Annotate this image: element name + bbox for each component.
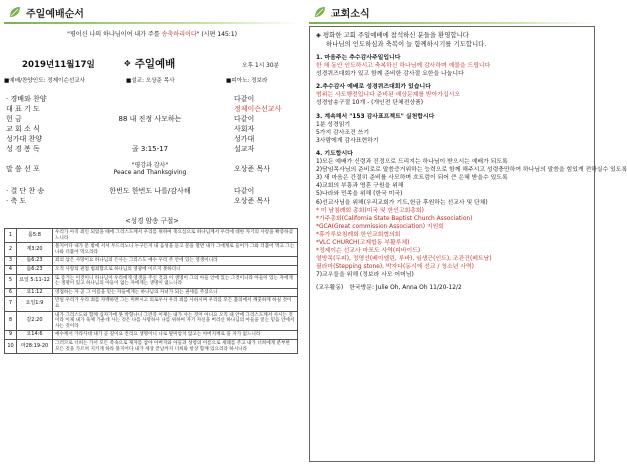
service-date: 2019년11월17일: [22, 60, 95, 70]
role-leader: ■예배/찬양인도: 정제이슨선교사: [4, 78, 86, 84]
order-leader: 오상준 목사: [234, 165, 271, 173]
memory-verse-row: [5, 243, 298, 257]
order-leader: 다같이: [234, 187, 255, 195]
order-detail: 골 3:15-17: [131, 145, 169, 153]
verse-reference: 요일 5:11-12: [17, 274, 53, 288]
news-line: 6)선교사님을 위해(우리교회가 기도,헌금 후원하는 선교사 및 단체): [316, 199, 488, 206]
welcome-line: ◈ 평화한 고회 주일예배에 참석하신 분들을 환영합니다: [316, 31, 469, 39]
news-line: 한 해 동안 인도하시고 축복하신 하나님께 감사하며 예물을 드립니다: [316, 63, 491, 70]
member-news-label: (교우활동): [316, 285, 344, 292]
service-title-text: 주일예배: [134, 58, 176, 70]
header-divider: [4, 22, 300, 24]
order-detail: 88 내 진정 사모하는: [118, 115, 182, 123]
verse-number: 5: [5, 274, 17, 288]
news-section: [316, 113, 588, 145]
order-row: [4, 144, 300, 154]
news-heading: 4. 기도합시다: [316, 150, 353, 157]
memory-verse-row: [5, 229, 298, 243]
news-line: 성경퀴즈대회가 있고 함께 준비한 감사절 요한을 나눕니다: [316, 71, 464, 78]
news-line: 5)나라와 민족을 위해 (한국 미국): [316, 191, 403, 198]
verse-reference: 롬5:8: [17, 229, 53, 243]
news-section: [316, 150, 627, 280]
order-row: [4, 124, 300, 134]
verse-number: 3: [5, 257, 17, 266]
memory-verse-row: [5, 339, 298, 353]
church-news-header: [309, 2, 597, 22]
news-line: 4)교회의 부흥과 영혼 구원을 위해: [316, 183, 404, 190]
news-line: 필라마(Stepping stone), 박자다(동시에 선교 / 청소년 사역): [316, 264, 474, 271]
theme-verse: [4, 29, 300, 38]
verse-number: 10: [5, 339, 17, 353]
verse-text: 만일 우리가 우리 죄를 자백하면 그는 미쁘시고 의로우사 우리 죄를 사하시며 우리를 모든 불의에서 깨끗하게 하실 것이요: [53, 297, 298, 311]
news-heading: 3. 계속해서 "153 감사표프젝트" 실천합시다: [316, 113, 435, 120]
verse-reference: 롬6:23: [17, 265, 53, 274]
order-leader: 정제이슨선교사: [234, 105, 282, 113]
verse-number: 9: [5, 331, 17, 340]
order-label: 성 경 봉 독: [6, 145, 40, 153]
order-label: · 결 단 찬 송: [6, 187, 45, 195]
service-title: [120, 56, 175, 71]
order-label: · 경배와 찬양: [6, 95, 47, 103]
news-box: [309, 26, 627, 462]
welcome-message: [316, 31, 588, 49]
verse-reference: 요14:6: [17, 331, 53, 340]
service-date-row: [4, 56, 300, 72]
church-news-panel: [309, 2, 627, 464]
church-news-title: 교회소식: [331, 8, 370, 20]
worship-order-panel: [4, 2, 300, 464]
verse-number: 8: [5, 311, 17, 331]
diamond-icon: ✥: [124, 59, 131, 68]
news-line: *정제이슨 선교사 마포도 사역(피바이드): [316, 248, 421, 255]
order-of-service: [4, 94, 300, 212]
news-line: *VLC CHURCH(고제합동 부활루체): [316, 239, 410, 246]
order-leader: 성가대: [234, 135, 255, 143]
memory-verse-row: [5, 265, 298, 274]
memory-verse-row: [5, 331, 298, 340]
verse-text: 오직 사랑의 관점 범죄함으로 하나님의 영광에 이르지 못하더니: [53, 265, 298, 274]
order-detail: 한번도 한번도 나를/감사해: [109, 187, 191, 195]
order-label: · 축 도: [6, 197, 27, 205]
news-line: 열방목(두피), 정명선(베이엘린, 루바), 임생근(인도), 조관건(베트남): [316, 256, 492, 263]
memory-verse-row: [5, 311, 298, 331]
order-label: 성가대 찬양: [6, 135, 43, 143]
news-section: [316, 54, 588, 78]
member-news: [316, 284, 588, 292]
news-line: 1분 성경읽기: [316, 121, 351, 128]
sermon-title: "평강과 감사": [131, 162, 169, 169]
verse-text: 그러므로 너희는 가서 모든 족속으로 제자를 삼아 아버지와 아들과 성령의 이름으로 세례를 주고 내가 너희에게 분부한 모든 것을 가르쳐 지키게 하라 볼지어다 내가 세상 끝날까지 너희와 항상 함께 있으리라 하시니라: [53, 339, 298, 353]
worship-order-title: 주일예배순서: [26, 8, 84, 20]
order-row: [4, 114, 300, 124]
verse-number: 2: [5, 243, 17, 257]
leaf-icon: [8, 5, 22, 19]
order-label: 대 표 기 도: [6, 105, 40, 113]
memory-verse-row: [5, 257, 298, 266]
verse-text: 예수께서 가라사대 내가 곧 길이요 진리요 생명이니 나로 말미암지 않고는 아버지께로 올 자가 없느니라: [53, 331, 298, 340]
member-news-text: 한국방문: Julie Oh, Anna Oh 11/20-12/2: [349, 285, 462, 292]
verse-text: 내가 그리스도와 함께 십자가에 못 박혔나니 그런즉 이제는 내가 사는 것이 아니요 오직 내 안에 그리스도께서 사시는 것이라 이제 내가 육체 가운데 사는 것은 나를 사랑하사 나를 위하여 자기 자신을 버리신 하나님의 아들을 믿는 믿음 안에서 사는 것이라: [53, 311, 298, 331]
verse-text: 볼지어다 내가 문 밖에 서서 두드리노니 누구든지 내 음성을 듣고 문을 열면 내가 그에게로 들어가 그와 더불어 먹고 그는 나와 더불어 먹으리라: [53, 243, 298, 257]
order-leader: 사회자: [234, 125, 255, 133]
service-time: 오후 1시 30분: [242, 63, 280, 69]
order-row: [4, 94, 300, 104]
news-line: 범위는 사도행전입니다 준비된 예상문제를 받아가십시오: [316, 92, 461, 99]
news-line: *GCA(Great commission Association) 지원회: [316, 223, 444, 230]
verse-number: 4: [5, 265, 17, 274]
order-leader: 오상준 목사: [234, 197, 271, 205]
verse-text-post: " (시편 145:1): [196, 31, 237, 38]
verse-reference: 요일1:9: [17, 297, 53, 311]
leaf-icon: [313, 5, 327, 19]
order-label: 말 씀 선 포: [6, 165, 40, 173]
memory-verse-row: [5, 274, 298, 288]
verse-reference: 계3:20: [17, 243, 53, 257]
news-line: 3사람에게 감사표현하기: [316, 137, 379, 144]
verse-number: 7: [5, 297, 17, 311]
service-roles: [4, 76, 300, 86]
news-line: 5가지 감사조건 쓰기: [316, 129, 370, 136]
news-line: 3) 새 마음은 간절히 준비를 사모하며 흐트럼이 되어 큰 은혜 받을수 있도록: [316, 175, 508, 182]
order-leader: 설교자: [234, 145, 255, 153]
news-sections: [316, 54, 627, 279]
order-row: [4, 196, 300, 206]
order-leader: 다같이: [234, 95, 255, 103]
news-heading: 2.추수감사 예배로 성경퀴즈대회가 있습니다: [316, 84, 431, 91]
news-line: * 미 남침례회 총회(미국 및 한인고회총회): [316, 207, 424, 214]
news-line: 성경암송구절 10개 - (개인전 단체전상품): [316, 100, 424, 107]
news-line: *가주총회(California State Baptist Church Association): [316, 215, 473, 222]
verse-number: 1: [5, 229, 17, 243]
header-divider: [309, 22, 597, 24]
order-row: [4, 104, 300, 114]
memory-verse-row: [5, 297, 298, 311]
news-line: 2)담임목사님의 준비로로 말씀증거위하는 능력으로 함께 해주시고 성령충만하여 하나님의 말씀을 힘있게 전하실수 있도록: [316, 167, 627, 174]
verse-reference: 롬6:23: [17, 257, 53, 266]
verse-text-pre: "평이신 나의 하나님이여 내가 주를: [67, 31, 162, 38]
verse-text: 또 증거는 이것이니 하나님이 우리에게 영생을 주신 것과 이 생명이 그의 아들 안에 있는 그것이니라 아들이 있는 자에게는 생명이 있고 하나님의 아들이 없는 자에게는 생명이 없느니라: [53, 274, 298, 288]
role-preacher: ■설교: 오상준 목사: [126, 78, 175, 84]
verse-text: 영접하는 자 곧 그 이름을 믿는 자들에게는 하나님의 자녀가 되는 권세를 주셨으니: [53, 288, 298, 297]
verse-text: 죄의 삯은 사망이요 하나님의 은사는 그리스도 예수 우리 주 안에 있는 영생이니라: [53, 257, 298, 266]
worship-order-header: [4, 2, 300, 22]
memory-verse-row: [5, 288, 298, 297]
verse-text: 우리가 아직 죄인 되었을 때에 그리스도께서 우리를 위하여 죽으심으로 하나님께서 우리에 대한 자기의 사랑을 확증하셨느니라: [53, 229, 298, 243]
order-label: 헌 금: [6, 115, 22, 123]
verse-reference: 요1:12: [17, 288, 53, 297]
order-row: [4, 134, 300, 144]
news-line: 7)교우들을 위해 (정보라 사모 어머님): [316, 272, 414, 279]
news-line: 1)모든 예배가 신령과 진정으로 드리지는 하나님이 받으시는 예배가 되도록: [316, 159, 508, 166]
sermon-title-en: Peace and Thanksgiving: [113, 169, 187, 176]
memory-verse-table: [4, 228, 298, 354]
verse-highlight: 송축하리이다: [161, 31, 197, 38]
order-row: [4, 160, 300, 180]
news-line: *휴가루보침례회 한인교회협의회: [316, 231, 401, 238]
verse-reference: 갈2:20: [17, 311, 53, 331]
memory-verse-title: <성경 암송 구절>: [125, 217, 179, 225]
role-piano: ■피아노: 정보라: [226, 78, 268, 84]
news-section: [316, 83, 588, 107]
order-leader: 다같이: [234, 115, 255, 123]
welcome-line: 하나님의 인도하심과 축복이 늘 함께하시기를 기도합니다.: [326, 40, 487, 48]
order-row: [4, 186, 300, 196]
verse-reference: 마28:19-20: [17, 339, 53, 353]
verse-number: 6: [5, 288, 17, 297]
news-heading: 1. 마음주는 추수감사주일입니다: [316, 55, 401, 61]
order-label: 교 회 소 식: [6, 125, 40, 133]
